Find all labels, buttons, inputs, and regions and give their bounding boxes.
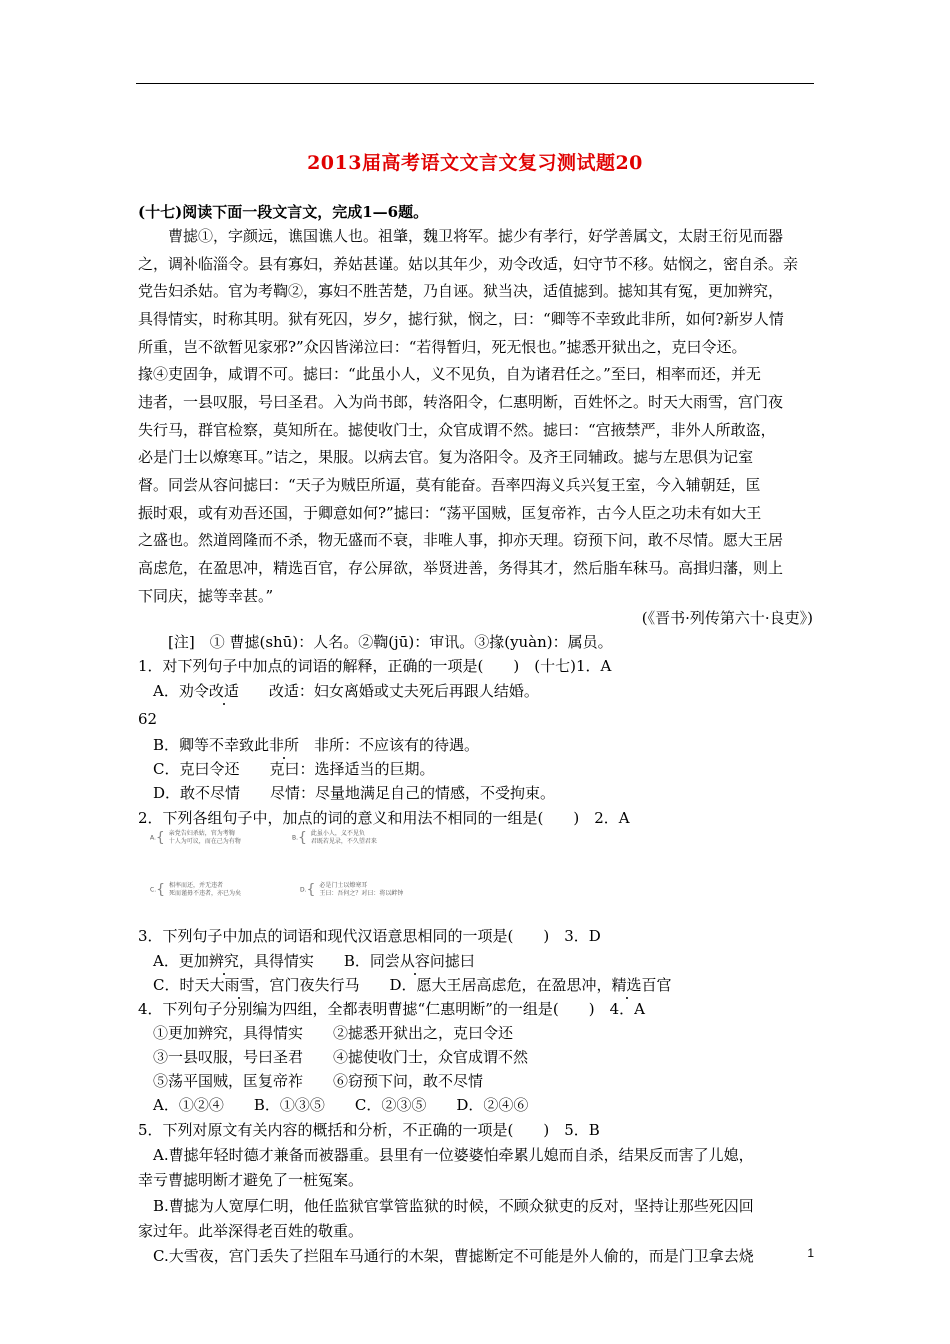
question-5-line: B.曹摅为人宽厚仁明，他任监狱官掌管监狱的时候，不顾众狱吏的反对，坚持让那些死囚回: [138, 1197, 754, 1215]
passage-line: 之盛也。然道罔隆而不杀，物无盛而不衰，非唯人事，抑亦天理。窃预下问，敢不尽情。愿大王居: [138, 531, 784, 549]
question-5-stem: 5．下列对原文有关内容的概括和分析，不正确的一项是( ) 5．B: [138, 1121, 600, 1139]
passage-line: 失行马，群官检察，莫知所在。摅使收门士，众官成谓不然。摅曰：“宫掖禁严，非外人所敢盗，: [138, 421, 776, 439]
header-rule: [136, 83, 814, 84]
question-5-line: 家过年。此举深得老百姓的敬重。: [138, 1222, 364, 1240]
passage-line: 党告妇杀姑。官为考鞫②，寡妇不胜苦楚，乃自诬。狱当决，适值摅到。摅知其有冤，更加辨究，: [138, 282, 784, 300]
passage-line: 掾④吏固争，咸谓不可。摅曰：“此虽小人，义不见负，自为诸君任之。”至曰，相率而还，并无: [138, 365, 761, 383]
question-3-stem: 3．下列句子中加点的词语和现代汉语意思相同的一项是( ) 3．D: [138, 927, 601, 945]
passage-line: 所重，岂不欲暂见家邪?”众囚皆涕泣曰：“若得暂归，死无恨也。”摅悉开狱出之，克曰令还。: [138, 338, 747, 356]
annotation-notes: [注] ① 曹摅(shū)：人名。②鞫(jū)：审讯。③掾(yuàn)：属员。: [138, 633, 613, 651]
passage-line: 下同庆，摅等幸甚。”: [138, 587, 274, 605]
passage-line: 高虑危，在盈思冲，精选百官，存公屏欲，举贤进善，务得其才，然后脂车秣马。高揖归藩，则上: [138, 559, 784, 577]
question-5-line: A.曹摅年轻时德才兼备而被器重。县里有一位婆婆怕牵累儿媳而自杀，结果反而害了儿媳，: [138, 1146, 754, 1164]
question-4-row: ③一县叹服，号曰圣君 ④摅使收门士，众官成谓不然: [138, 1048, 529, 1066]
question-4-row: ⑤荡平国贼，匡复帝祚 ⑥窃预下问，敢不尽情: [138, 1072, 484, 1090]
question-1-option-d: D．敢不尽情 尽情：尽量地满足自己的情感，不受拘束。: [138, 784, 556, 802]
question-4-stem: 4．下列句子分别编为四组，全都表明曹摅“仁惠明断”的一组是( ) 4．A: [138, 1000, 645, 1018]
question-5-line: 幸亏曹摅明断才避免了一桩冤案。: [138, 1171, 364, 1189]
question-5-line: C.大雪夜，宫门丢失了拦阻车马通行的木架，曹摅断定不可能是外人偷的，而是门卫拿去烧: [138, 1247, 754, 1265]
passage-line: 曹摅①，字颜远，谯国谯人也。祖肇，魏卫将军。摅少有孝行，好学善属文，太尉王衍见而器: [138, 227, 784, 245]
question-3-options-ab: A．更加辨究，具得情实 B．同尝从容问摅曰: [138, 952, 475, 970]
question-1-option-b: B．卿等不幸致此非所 非所：不应该有的待遇。: [138, 736, 480, 754]
question-1-option-c: C．克曰令还 克曰：选择适当的巨期。: [138, 760, 435, 778]
question-2-stem: 2．下列各组句子中，加点的词的意义和用法不相同的一组是( ) 2．A: [138, 809, 630, 827]
question-2-option-a-image: A.{ 亲党告妇杀姑，官为考鞫 十人为可议，而在己为有物: [150, 830, 241, 846]
stray-page-number: 62: [138, 710, 158, 728]
question-2-option-b-image: B.{ 此虽小人，义不见负 君既若见录，不久望君来: [292, 830, 377, 846]
page-title: 2013届高考语文文言文复习测试题20: [307, 152, 643, 174]
question-4-answers: A．①②④ B．①③⑤ C．②③⑤ D．②④⑥: [138, 1096, 529, 1114]
passage-source: (《晋书·列传第六十·良吏》): [641, 609, 813, 627]
question-3-options-cd: C．时天大雨雪，宫门夜失行马 D．愿大王居高虑危，在盈思冲，精选百官: [138, 976, 672, 994]
passage-line: 之，调补临淄令。县有寡妇，养姑甚谨。姑以其年少，劝令改适，妇守节不移。姑悯之，密自杀。亲: [138, 255, 799, 273]
question-1-option-a: A．劝令改适 改适：妇女离婚或丈夫死后再跟人结婚。: [138, 682, 539, 700]
question-2-option-d-image: D.{ 必是门士以燎寒耳 王曰：吾何之？对曰：将以衅钟: [300, 882, 404, 898]
passage-line: 违者，一县叹服，号曰圣君。入为尚书郎，转洛阳令，仁惠明断，百姓怀之。时天大雨雪，宫门夜: [138, 393, 784, 411]
question-1-stem: 1．对下列句子中加点的词语的解释，正确的一项是( ) (十七)1．A: [138, 657, 612, 675]
question-4-row: ①更加辨究，具得情实 ②摅悉开狱出之，克曰令还: [138, 1024, 514, 1042]
section-heading: (十七)阅读下面一段文言文，完成1—6题。: [138, 203, 429, 221]
question-2-option-c-image: C.{ 相率而还，并无违者 死而谨毋不违者，亦已为矣: [150, 882, 241, 898]
passage-line: 督。同尝从容问摅曰：“天子为贼臣所逼，莫有能奋。吾率四海义兵兴复王室，今入辅朝廷，匡: [138, 476, 761, 494]
passage-line: 振时艰，或有劝吾还国，于卿意如何?”摅曰：“荡平国贼，匡复帝祚，古今人臣之功未有如大王: [138, 504, 762, 522]
passage-line: 必是门士以燎寒耳。”诘之，果服。以病去官。复为洛阳令。及齐王同辅政。摅与左思俱为记室: [138, 448, 754, 466]
passage-line: 具得情实，时称其明。狱有死囚，岁夕，摅行狱，悯之，曰：“卿等不幸致此非所，如何?新岁人情: [138, 310, 784, 328]
page-number: 1: [807, 1246, 814, 1260]
